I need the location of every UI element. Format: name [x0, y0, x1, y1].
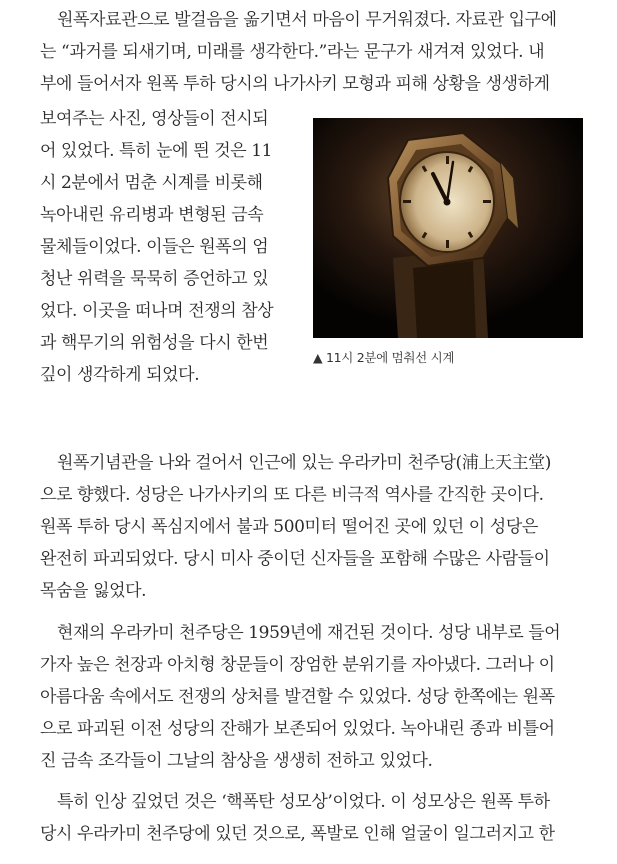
text-line: 으로 파괴된 이전 성당의 잔해가 보존되어 있었다. 녹아내린 종과 비틀어 [40, 719, 555, 739]
text-line: 는 “과거를 되새기며, 미래를 생각한다.”라는 문구가 새겨져 있었다. 내 [40, 42, 545, 62]
text-line: 아름다움 속에서도 전쟁의 상처를 발견할 수 있었다. 성당 한쪽에는 원폭 [40, 687, 555, 707]
text-line: 어 있었다. 특히 눈에 띈 것은 11 [40, 141, 273, 161]
text-line: 목숨을 잃었다. [40, 581, 147, 601]
text-line: 완전히 파괴되었다. 당시 미사 중이던 신자들을 포함해 수많은 사람들이 [40, 549, 550, 569]
text-line: 진 금속 조각들이 그날의 참상을 생생히 전하고 있었다. [40, 751, 433, 771]
text-line: 었다. 이곳을 떠나며 전쟁의 참상 [40, 301, 274, 321]
text-line: 청난 위력을 묵묵히 증언하고 있 [40, 269, 269, 289]
paragraph-4 [40, 786, 584, 850]
text-line: 보여주는 사진, 영상들이 전시되 [40, 109, 269, 129]
text-line: 원폭자료관으로 발걸음을 옮기면서 마음이 무거워졌다. 자료관 입구에 [57, 10, 557, 30]
text-line: 녹아내린 유리병과 변형된 금속 [40, 205, 264, 225]
text-line: 원폭 투하 당시 폭심지에서 불과 500미터 떨어진 곳에 있던 이 성당은 [40, 517, 538, 537]
paragraph-3 [40, 617, 584, 777]
text-line: 깊이 생각하게 되었다. [40, 365, 200, 385]
text-line: 과 핵무기의 위험성을 다시 한번 [40, 333, 269, 353]
text-line: 가자 높은 천장과 아치형 창문들이 장엄한 분위기를 자아냈다. 그러나 이 [40, 655, 555, 675]
text-line: 원폭기념관을 나와 걸어서 인근에 있는 우라카미 천주당(浦上天主堂) [57, 453, 551, 473]
text-line: 으로 향했다. 성당은 나가사키의 또 다른 비극적 역사를 간직한 곳이다. [40, 485, 544, 505]
clock-illustration [313, 118, 583, 338]
text-line: 부에 들어서자 원폭 투하 당시의 나가사키 모형과 피해 상황을 생생하게 [40, 74, 550, 94]
text-line: 당시 우라카미 천주당에 있던 것으로, 폭발로 인해 얼굴이 일그러지고 한 [40, 824, 555, 844]
text-line: 현재의 우라카미 천주당은 1959년에 재건된 것이다. 성당 내부로 들어 [57, 623, 561, 643]
text-line: 특히 인상 깊었던 것은 ‘핵폭탄 성모상’이었다. 이 성모상은 원폭 투하 [57, 792, 550, 812]
paragraph-2 [40, 447, 584, 607]
text-line: 시 2분에서 멈춘 시계를 비롯해 [40, 173, 263, 193]
figure-caption: ▲ 11시 2분에 멈춰선 시계 [313, 350, 455, 365]
text-line: 물체들이었다. 이들은 원폭의 엄 [40, 237, 269, 257]
paragraph-1-wrapped [40, 103, 302, 391]
stopped-clock-photo [313, 118, 583, 338]
paragraph-1-top [40, 4, 584, 100]
